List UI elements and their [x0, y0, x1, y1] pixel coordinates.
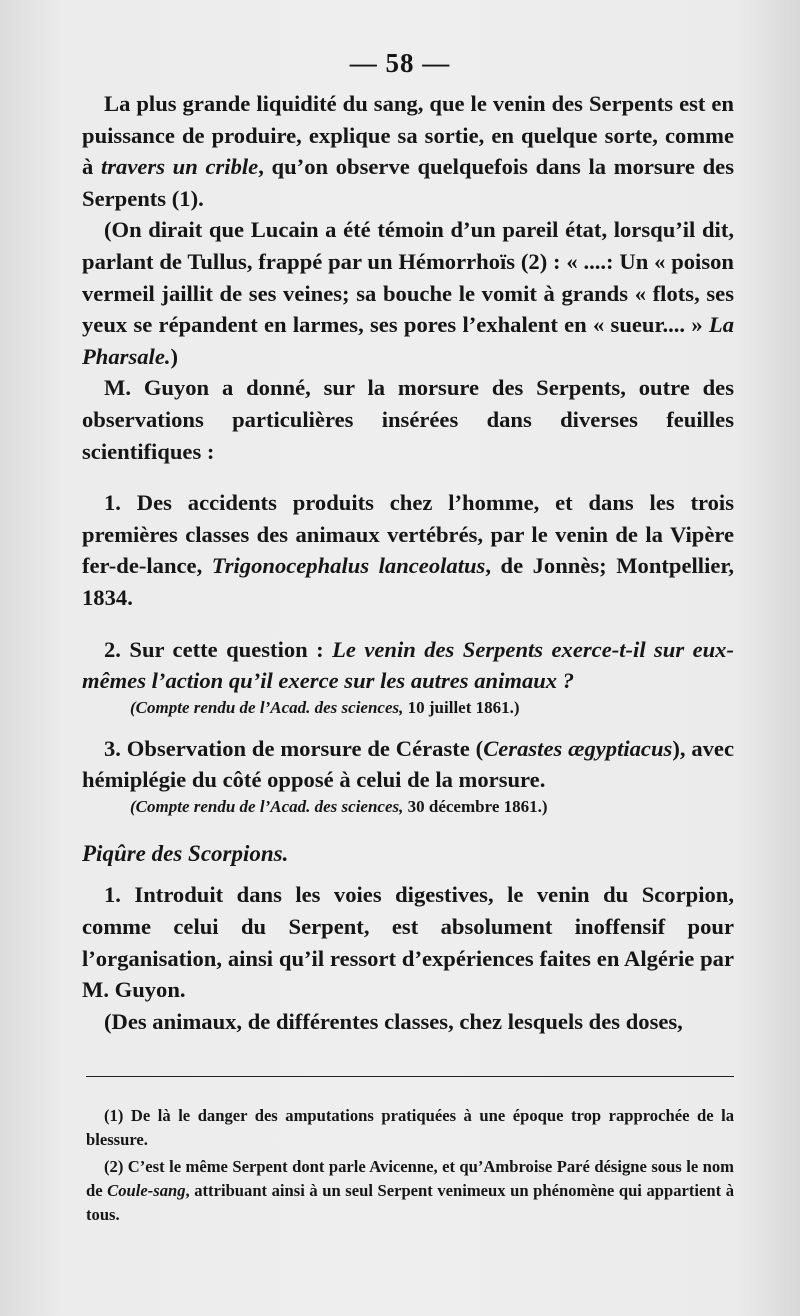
item-number: 1. — [104, 490, 121, 516]
text-run: Observation de morsure de Céraste ( — [120, 735, 484, 761]
citation-journal: (Compte rendu de l’Acad. des sciences, — [130, 697, 404, 717]
paragraph-animals-doses: (Des animaux, de différentes classes, chez lesquels des doses, — [104, 1008, 683, 1034]
italic-species: Trigonocephalus lanceolatus — [211, 553, 486, 579]
text-run: ) — [170, 343, 179, 369]
text-run: (On dirait que Lucain a été témoin d’un pareil état, lorsqu’il dit, parlant de Tullus, frappé par un Hémorrhoïs (2) : « ....: Un « poison vermeil jaillit de ses veines; sa bouche le vomit à grands « flots, ses yeux se répandent en larmes, ses pores l’exhalent en « sueur.... » — [82, 217, 734, 338]
citation-date: 30 décembre 1861.) — [403, 796, 548, 816]
text-run: Sur cette question : — [120, 636, 333, 662]
italic-phrase: travers un crible — [100, 154, 259, 180]
citation-item-3 — [82, 796, 734, 818]
text-run: , qu’on observe quelquefois dans la morsure des Serpents (1). — [82, 154, 735, 211]
footnotes — [86, 1104, 734, 1230]
list-item-3-ceraste — [82, 733, 734, 796]
footnote-divider — [86, 1076, 734, 1077]
text-run: Des accidents produits chez l’homme, et dans les trois premières classes des animaux vertébrés, par le venin de la Vipère fer-de-lance, — [82, 490, 734, 579]
italic-title: La Pharsale. — [82, 312, 734, 369]
paragraph-guyon-intro: M. Guyon a donné, sur la morsure des Serpents, outre des observations particulières insérées dans diverses feuilles scientifiques : — [82, 375, 734, 464]
item-number: 3. — [104, 735, 121, 761]
list-item-2-venin-question — [82, 634, 734, 697]
text-run: ), avec hémiplégie du côté opposé à celui de la morsure. — [82, 735, 734, 793]
citation-date: 10 juillet 1861.) — [403, 697, 520, 717]
italic-term: Coule-sang — [107, 1181, 186, 1200]
citation-item-2 — [82, 697, 734, 719]
footnote-2 — [86, 1155, 734, 1227]
item-number: 1. — [104, 882, 121, 908]
section-heading: Piqûre des Scorpions. — [82, 840, 289, 866]
item-number: 2. — [104, 636, 121, 662]
list-item-scorpion-1 — [82, 879, 734, 1005]
citation-journal: (Compte rendu de l’Acad. des sciences, — [130, 796, 404, 816]
text-run: , attribuant ainsi à un seul Serpent venimeux un phénomène qui appartient à tous. — [86, 1181, 734, 1224]
text-run: Introduit dans les voies digestives, le venin du Scorpion, comme celui du Serpent, est absolument inoffensif pour l’organisation, ainsi qu’il ressort d’expériences faites en Algérie par M. Guyon. — [82, 882, 734, 1003]
list-item-1-accidents — [82, 487, 734, 613]
paragraph-lucain-quote — [82, 214, 734, 372]
italic-question: Le venin des Serpents exerce-t-il sur eux-mêmes l’action qu’il exerce sur les autres animaux ? — [82, 636, 735, 694]
text-run: La plus grande liquidité du sang, que le venin des Serpents est en puissance de produire, explique sa sortie, en quelque sorte, comme à — [82, 91, 734, 180]
text-run: (2) C’est le même Serpent dont parle Avicenne, et qu’Ambroise Paré désigne sous le nom de — [86, 1157, 734, 1200]
page-number: — 58 — — [349, 48, 451, 78]
italic-species: Cerastes ægyptiacus — [483, 735, 673, 761]
footnote-1: (1) De là le danger des amputations pratiquées à une époque trop rapprochée de la blessure. — [86, 1106, 734, 1149]
text-run: , de Jonnès; Montpellier, 1834. — [82, 553, 734, 610]
main-text — [82, 88, 734, 1037]
paragraph-blood-liquidity — [82, 88, 734, 214]
